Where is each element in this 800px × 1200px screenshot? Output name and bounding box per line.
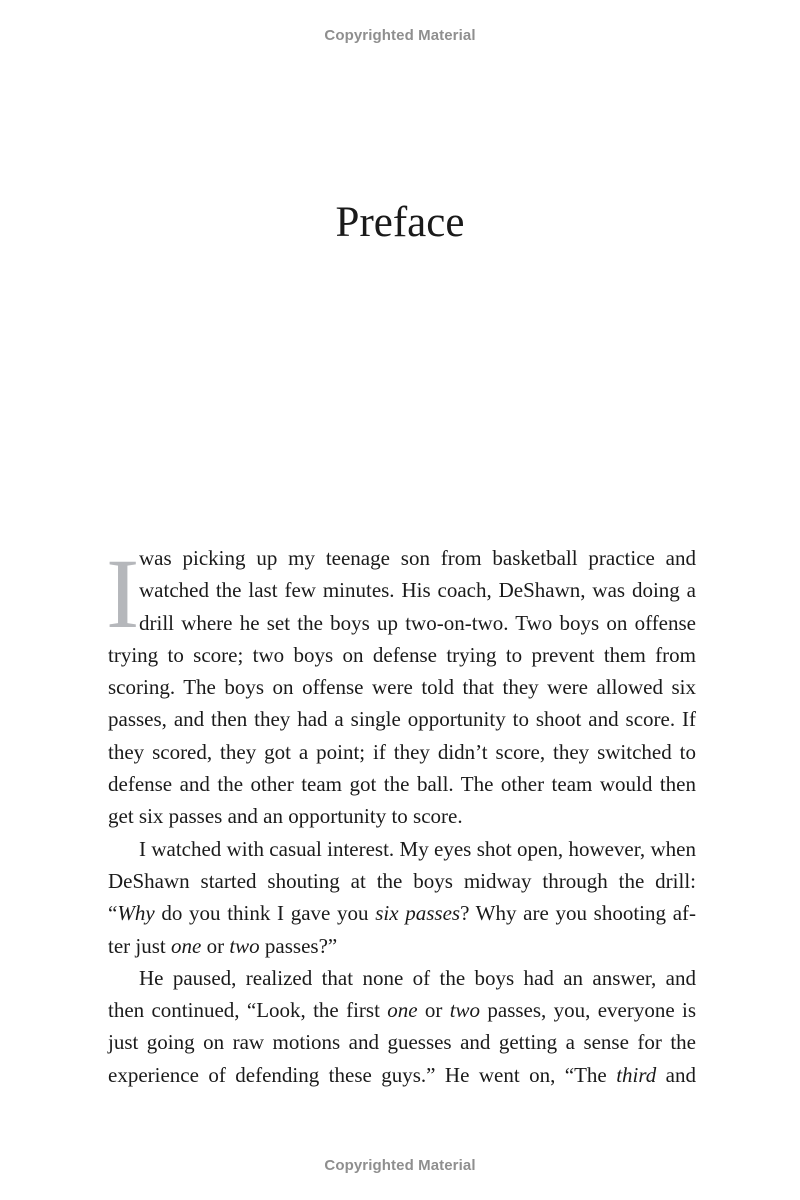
text-line: passes, and then they had a single opportunity to shoot and score. If xyxy=(108,707,696,732)
emphasis-text: one xyxy=(387,998,418,1023)
text-run: experience of defending these guys.” He went on, “The xyxy=(108,1062,617,1087)
text-line: get six passes and an opportunity to score. xyxy=(108,804,463,829)
text-line xyxy=(108,930,696,962)
text-line xyxy=(108,897,696,929)
text-line: DeShawn started shouting at the boys midway through the drill: xyxy=(108,868,696,893)
text-run: passes, you, everyone is xyxy=(480,998,696,1023)
emphasis-text: two xyxy=(229,933,260,958)
body-text xyxy=(106,538,697,1091)
text-line: He paused, realized that none of the boys had an answer, and xyxy=(139,965,696,990)
copyright-watermark-top: Copyrighted Material xyxy=(324,27,476,44)
text-run: ? Why are you shooting af- xyxy=(460,901,696,926)
emphasis-text: Why xyxy=(117,901,155,926)
text-run: passes?” xyxy=(259,933,338,958)
drop-cap: I xyxy=(106,538,140,649)
text-line: defense and the other team got the ball. The other team would then xyxy=(108,772,696,797)
text-line: trying to score; two boys on defense trying to prevent them from xyxy=(108,642,696,667)
emphasis-text: six passes xyxy=(375,901,461,926)
text-line xyxy=(108,994,696,1026)
text-line: watched the last few minutes. His coach, DeShawn, was doing a xyxy=(139,578,696,603)
text-line: drill where he set the boys up two-on-two. Two boys on offense xyxy=(139,610,696,635)
text-run: then continued, “Look, the first xyxy=(108,998,388,1023)
text-line: was picking up my teenage son from basketball practice and xyxy=(139,546,696,570)
text-line xyxy=(108,1059,696,1091)
text-run: ter just xyxy=(108,933,171,958)
text-run: or xyxy=(201,933,230,958)
text-run: or xyxy=(417,998,450,1023)
text-line: scoring. The boys on offense were told that they were allowed six xyxy=(108,675,696,700)
emphasis-text: one xyxy=(171,933,202,958)
text-run: do you think I gave you xyxy=(154,901,376,926)
text-run: “ xyxy=(108,901,118,926)
chapter-title: Preface xyxy=(335,199,465,246)
text-line: they scored, they got a point; if they didn’t score, they switched to xyxy=(108,739,696,764)
emphasis-text: third xyxy=(616,1062,657,1087)
copyright-watermark-bottom: Copyrighted Material xyxy=(324,1157,476,1174)
text-line: just going on raw motions and guesses and getting a sense for the xyxy=(108,1030,696,1055)
text-line: I watched with casual interest. My eyes shot open, however, when xyxy=(139,836,696,861)
emphasis-text: two xyxy=(449,998,481,1023)
text-run: and xyxy=(656,1062,697,1087)
